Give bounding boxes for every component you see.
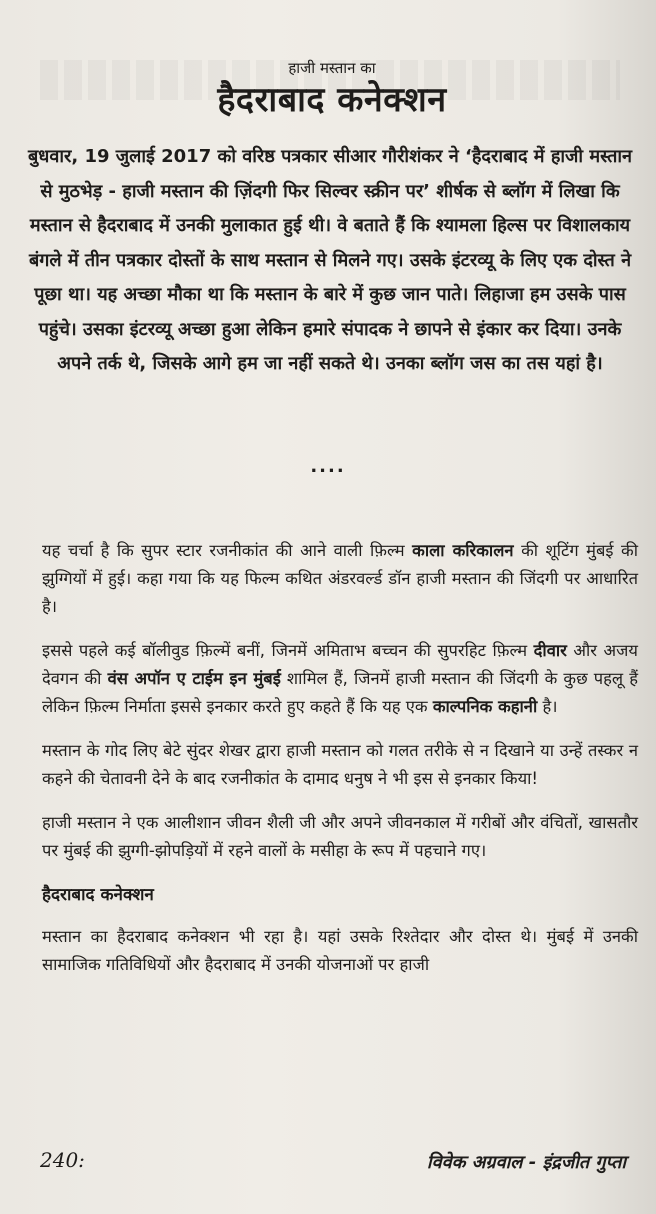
body-text [42, 537, 638, 995]
emphasis: काल्पनिक कहानी [432, 697, 538, 716]
chapter-kicker: हाजी मस्तान का [288, 59, 376, 77]
section-separator: .... [310, 456, 346, 477]
paragraph-2 [42, 637, 638, 721]
film-title: वंस अपॉन ए टाईम इन मुंबई [107, 669, 281, 688]
film-title: दीवार [533, 641, 567, 660]
chapter-title: हैदराबाद कनेक्शन [217, 80, 447, 120]
text: और अजय देवगन की [42, 641, 638, 688]
section-subheading: हैदराबाद कनेक्शन [42, 885, 154, 905]
text: इससे पहले कई बॉलीवुड फ़िल्में बनीं, जिनमें अमिताभ बच्चन की सुपरहिट फ़िल्म [42, 641, 534, 660]
lead-paragraph: बुधवार, 19 जुलाई 2017 को वरिष्ठ पत्रकार सीआर गौरीशंकर ने ‘हैदराबाद में हाजी मस्तान से मुठभेड़ - हाजी मस्तान की ज़िंदगी फिर सिल्वर स्क्रीन पर’ शीर्षक से ब्लॉग में लिखा कि मस्तान से हैदराबाद में उनकी मुलाकात हुई थी। वे बताते हैं कि श्यामला हिल्स पर विशालकाय बंगले में तीन पत्रकार दोस्तों के साथ मस्तान से मिलने गए। उसके इंटरव्यू के लिए एक दोस्त ने पूछा था। यह अच्छा मौका था कि मस्तान के बारे में कुछ जान पाते। लिहाजा हम उसके पास पहुंचे। उसका इंटरव्यू अच्छा हुआ लेकिन हमारे संपादक ने छापने से इंकार कर दिया। उनके अपने तर्क थे, जिसके आगे हम जा नहीं सकते थे। उनका ब्लॉग जस का तस यहां है। [28, 146, 632, 374]
text: यह चर्चा है कि सुपर स्टार रजनीकांत की आने वाली फ़िल्म [42, 541, 413, 560]
chapter-header [40, 58, 624, 128]
author-credit: विवेक अग्रवाल - इंद्रजीत गुप्ता [426, 1152, 626, 1173]
text: की शूटिंग मुंबई की झुग्गियों में हुई। कहा गया कि यह फिल्म कथित अंडरवर्ल्ड डॉन हाजी मस्तान की जिंदगी पर आधारित है। [42, 541, 638, 616]
text: है। [537, 697, 558, 716]
text: शामिल हैं, जिनमें हाजी मस्तान की जिंदगी के कुछ पहलू हैं लेकिन फ़िल्म निर्माता इससे इनकार करते हुए कहते हैं कि यह एक [42, 669, 639, 716]
paragraph-3: मस्तान के गोद लिए बेटे सुंदर शेखर द्वारा हाजी मस्तान को गलत तरीके से न दिखाने या उन्हें तस्कर न कहने की चेतावनी देने के बाद रजनीकांत के दामाद धनुष ने भी इस से इनकार किया! [42, 741, 638, 788]
paragraph-5: मस्तान का हैदराबाद कनेक्शन भी रहा है। यहां उसके रिश्तेदार और दोस्त थे। मुंबई में उनकी सामाजिक गतिविधियों और हैदराबाद में उनकी योजनाओं पर हाजी [42, 927, 638, 974]
page-number: 240: [40, 1148, 85, 1172]
page-footer [40, 1148, 626, 1178]
film-title: काला करिकालन [412, 541, 514, 560]
paragraph-1 [42, 537, 638, 621]
paragraph-4: हाजी मस्तान ने एक आलीशान जीवन शैली जी और अपने जीवनकाल में गरीबों और वंचितों, खासतौर पर मुंबई की झुग्गी-झोपड़ियों में रहने वालों के मसीहा के रूप में पहचाने गए। [42, 813, 638, 860]
